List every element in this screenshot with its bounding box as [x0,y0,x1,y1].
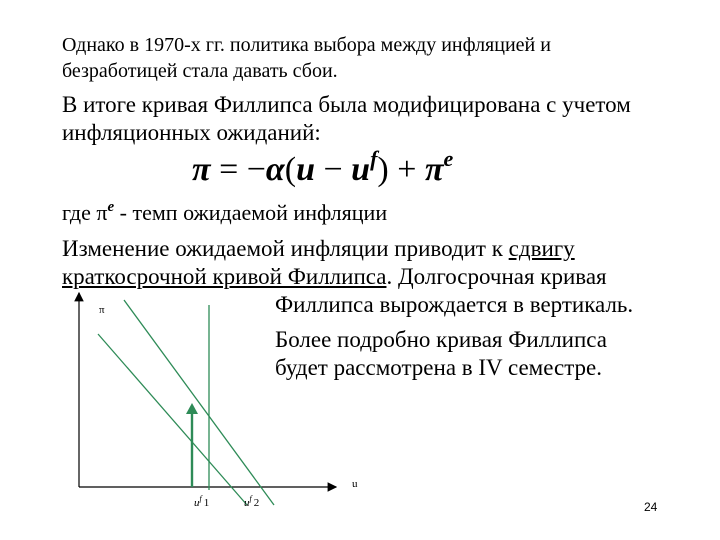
tick-uf1-sup: f [199,494,202,503]
formula-close-paren: ) [377,151,389,188]
formula-minus: − [314,151,352,188]
shift-arrow-head [186,403,198,414]
tick-uf1-base: u [194,497,200,509]
shift-line2-text: . Долгосрочная кривая [386,264,607,289]
tick-uf1 [194,494,209,509]
tick-uf1-sub: 1 [203,497,210,509]
shift-link-sdvigu: сдвигу [508,236,575,261]
tick-uf2-sup: f [249,494,252,503]
formula-open-paren: ( [284,151,297,188]
formula-u: u [296,151,315,188]
shift-line-3: Филлипса вырождается в вертикаль. [275,292,634,317]
tick-uf2-base: u [244,497,250,509]
where-prefix: где π [62,200,108,225]
modification-line-2: инфляционных ожиданий: [62,120,321,145]
tick-uf2-sub: 2 [253,497,260,509]
formula-uf-sup: f [370,146,378,171]
where-suffix: - темп ожидаемой инфляции [114,200,388,225]
formula-eq: = − [210,151,266,188]
more-line-1: Более подробно кривая Филлипса [275,327,607,352]
formula-pe-sup: e [443,146,454,171]
formula-pe-base: π [424,151,444,188]
formula-alpha: α [265,151,285,188]
formula-plus: + [388,151,425,188]
tick-uf2 [244,494,259,509]
more-line-2: будет рассмотрена в IV семестре. [275,355,603,380]
y-axis-label: π [99,304,105,316]
intro-line-1: Однако в 1970-х гг. политика выбора между инфляцией и [62,34,551,56]
where-sup: e [107,199,115,215]
x-axis-label: u [352,478,358,490]
page-number: 24 [644,500,658,514]
intro-line-2: безработицей стала давать сбои. [62,60,338,82]
formula-lhs: π [192,151,211,188]
shift-link-curve: краткосрочной кривой Филлипса [62,264,387,289]
shift-line1-text: Изменение ожидаемой инфляции приводит к [62,236,509,261]
short-run-curve-1 [98,334,247,505]
modification-line-1: В итоге кривая Филлипса была модифицирована с учетом [62,92,631,117]
short-run-curve-2 [124,300,274,505]
formula-uf-base: u [351,151,371,188]
